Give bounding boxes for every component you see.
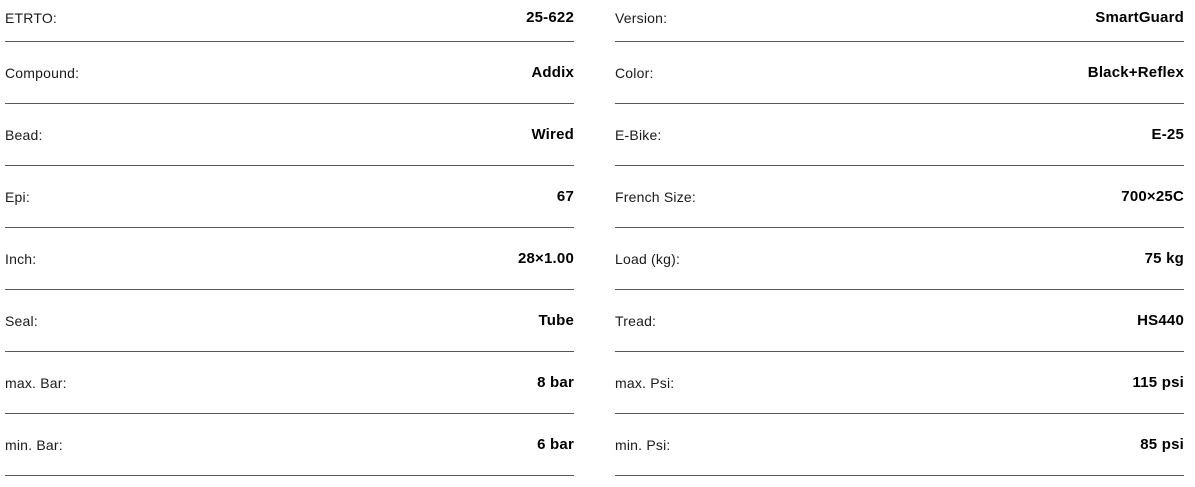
spec-label: Epi: [5,188,30,205]
spec-label: max. Psi: [615,374,675,391]
spec-value: 85 psi [1140,436,1184,453]
spec-label: Inch: [5,250,37,267]
spec-column-left [5,0,574,476]
spec-row-color [615,42,1184,104]
spec-row-inch [5,228,574,290]
spec-row-etrto [5,0,574,42]
spec-value: Addix [531,64,574,81]
spec-row-compound [5,42,574,104]
spec-row-min-psi [615,414,1184,476]
spec-row-french-size [615,166,1184,228]
spec-row-max-bar [5,352,574,414]
spec-value: 25-622 [526,9,574,26]
spec-value: 700×25C [1121,188,1184,205]
spec-row-tread [615,290,1184,352]
spec-label: Load (kg): [615,250,681,267]
spec-value: 6 bar [537,436,574,453]
spec-label: Color: [615,64,654,81]
spec-label: Seal: [5,312,38,329]
spec-label: Tread: [615,312,657,329]
spec-value: Tube [538,312,574,329]
spec-row-epi [5,166,574,228]
spec-column-right [615,0,1184,476]
spec-label: ETRTO: [5,9,58,26]
spec-label: Bead: [5,126,43,143]
spec-value: HS440 [1137,312,1184,329]
spec-row-min-bar [5,414,574,476]
spec-row-version [615,0,1184,42]
spec-value: Black+Reflex [1087,64,1184,81]
spec-label: Version: [615,9,668,26]
spec-row-bead [5,104,574,166]
spec-value: 28×1.00 [517,250,574,267]
spec-value: Wired [531,126,574,143]
spec-label: min. Bar: [5,436,63,453]
spec-value: 67 [556,188,574,205]
spec-value: 75 kg [1144,250,1184,267]
spec-label: max. Bar: [5,374,67,391]
spec-row-e-bike [615,104,1184,166]
spec-label: French Size: [615,188,696,205]
spec-value: 115 psi [1132,374,1184,391]
spec-value: E-25 [1151,126,1184,143]
spec-label: min. Psi: [615,436,671,453]
spec-label: E-Bike: [615,126,662,143]
spec-row-seal [5,290,574,352]
spec-value: 8 bar [537,374,574,391]
spec-value: SmartGuard [1095,9,1184,26]
spec-row-max-psi [615,352,1184,414]
spec-label: Compound: [5,64,80,81]
spec-row-load-kg [615,228,1184,290]
